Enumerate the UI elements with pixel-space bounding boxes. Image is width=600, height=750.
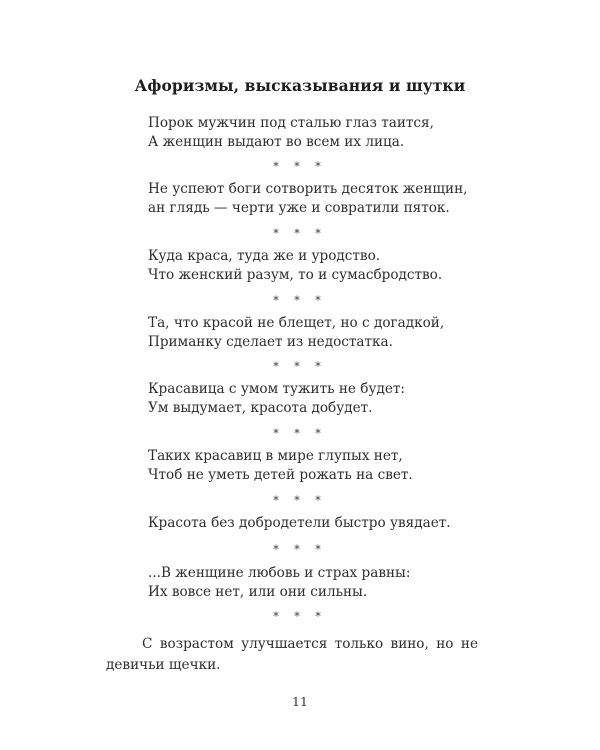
verse-line: Приманку сделает из недостатка. [148, 334, 393, 350]
separator-stars: * * * [273, 610, 327, 623]
verse-line: Порок мужчин под сталью глаз таится, [148, 115, 434, 131]
verse-line: Что женский разум, то и сумасбродство. [148, 267, 443, 283]
verse-line: Таких красавиц в мире глупых нет, [148, 448, 403, 464]
aphorism-6 [148, 447, 478, 485]
aphorism-2 [148, 180, 478, 218]
verse-line: Чтоб не уметь детей рожать на свет. [148, 467, 413, 483]
verse-line: А женщин выдают во всем их лица. [148, 134, 405, 150]
aphorism-4 [148, 314, 478, 352]
separator-stars: * * * [273, 543, 327, 556]
aphorism-8 [148, 564, 478, 602]
verse-line: Красота без добродетели быстро увядает. [148, 515, 451, 531]
page-number: 11 [292, 694, 308, 709]
separator-stars: * * * [273, 494, 327, 507]
separator-stars: * * * [273, 227, 327, 240]
separator-stars: * * * [273, 160, 327, 173]
aphorism-5 [148, 380, 478, 418]
verse-line: Ум выдумает, красота добудет. [148, 400, 373, 416]
separator-stars: * * * [273, 294, 327, 307]
verse-line: Та, что красой не блещет, но с догадкой, [148, 315, 445, 331]
aphorism-7 [148, 514, 478, 533]
separator-stars: * * * [273, 360, 327, 373]
verse-line: ан глядь — черти уже и совратили пяток. [148, 200, 450, 216]
verse-line: Красавица с умом тужить не будет: [148, 381, 405, 397]
verse-line: Их вовсе нет, или они сильны. [148, 584, 368, 600]
verse-line: Куда краса, туда же и уродство. [148, 248, 381, 264]
separator-stars: * * * [273, 427, 327, 440]
verse-line: ...В женщине любовь и страх равны: [148, 565, 411, 581]
aphorism-1 [148, 114, 478, 152]
aphorism-3 [148, 247, 478, 285]
final-paragraph: С возрастом улучшается только вино, но не девичьи щечки. [106, 636, 478, 673]
page-title: Афоризмы, высказывания и шутки [134, 76, 466, 95]
verse-line: Не успеют боги сотворить десяток женщин, [148, 181, 468, 197]
